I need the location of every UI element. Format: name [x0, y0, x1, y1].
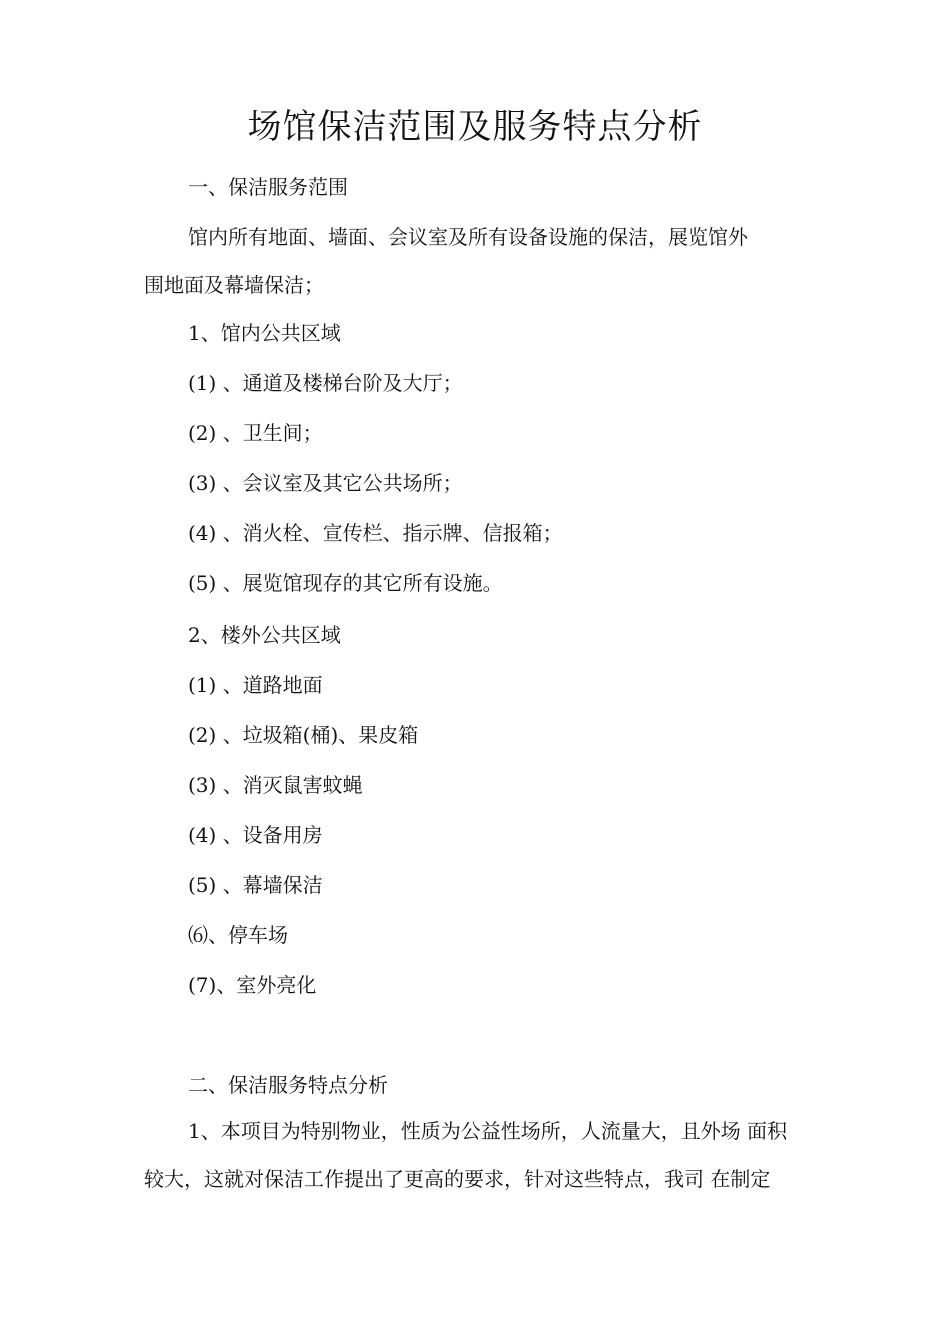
- analysis-paragraph-line-1: 1、本项目为特别物业，性质为公益性场所，人流量大，且外场 面积: [188, 1119, 788, 1143]
- list-item: (3) 、会议室及其它公共场所；: [188, 471, 463, 495]
- list-item: (1) 、通道及楼梯台阶及大厅；: [188, 371, 463, 395]
- scope-intro-line-1: 馆内所有地面、墙面、会议室及所有设备设施的保洁，展览馆外: [188, 225, 748, 249]
- list-item: (2) 、卫生间；: [188, 421, 323, 445]
- section-heading-analysis: 二、保洁服务特点分析: [188, 1073, 388, 1097]
- list-item: (1) 、道路地面: [188, 673, 323, 697]
- list-item: (2) 、垃圾箱(桶)、果皮箱: [188, 723, 419, 747]
- page-title: 场馆保洁范围及服务特点分析: [247, 107, 703, 147]
- area-heading-indoor: 1、馆内公共区域: [188, 321, 341, 345]
- list-item: (5) 、展览馆现存的其它所有设施。: [188, 571, 503, 595]
- list-item: (4) 、消火栓、宣传栏、指示牌、信报箱；: [188, 521, 563, 545]
- area-heading-outdoor: 2、楼外公共区域: [188, 623, 341, 647]
- list-item: (3) 、消灭鼠害蚊蝇: [188, 773, 363, 797]
- list-item: ⑹、停车场: [188, 923, 288, 947]
- analysis-paragraph-line-2: 较大，这就对保洁工作提出了更高的要求，针对这些特点，我司 在制定: [144, 1167, 771, 1191]
- section-heading-scope: 一、保洁服务范围: [188, 175, 348, 199]
- list-item: (7)、室外亮化: [188, 973, 317, 997]
- list-item: (4) 、设备用房: [188, 823, 323, 847]
- list-item: (5) 、幕墙保洁: [188, 873, 323, 897]
- scope-intro-line-2: 围地面及幕墙保洁；: [144, 273, 324, 297]
